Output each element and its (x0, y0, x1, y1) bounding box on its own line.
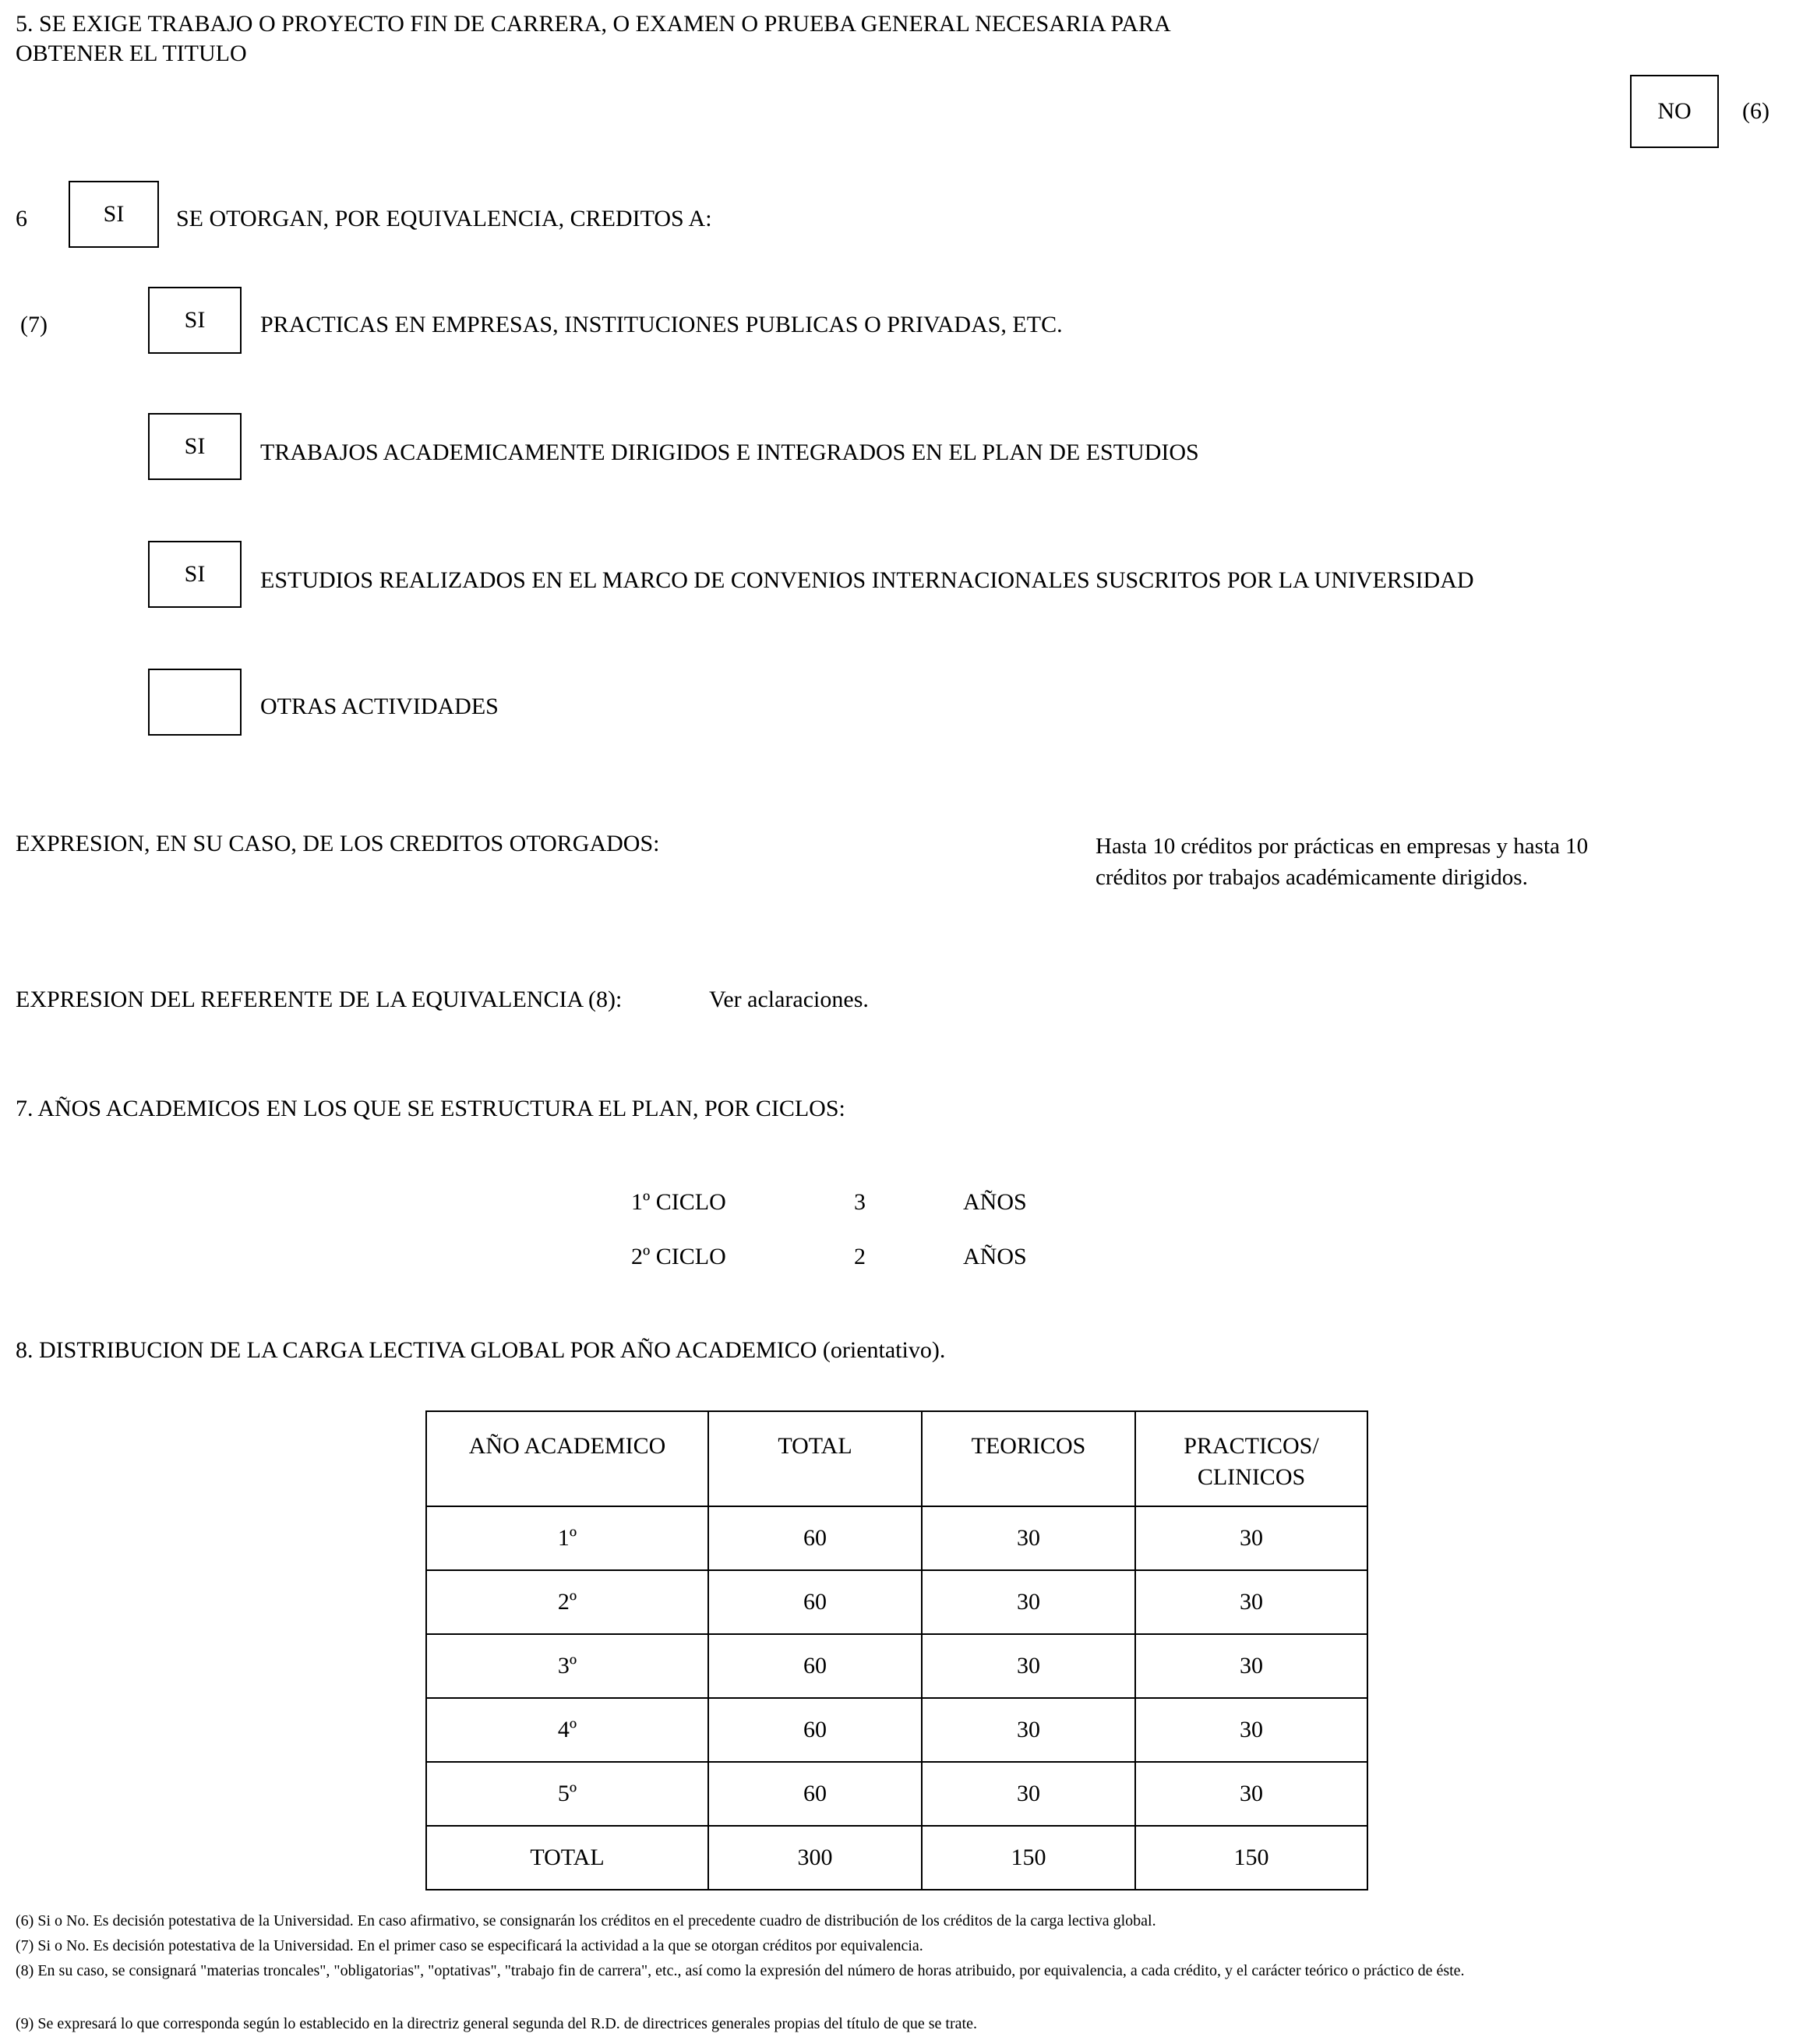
table-header-row (426, 1411, 1367, 1506)
referente-label: EXPRESION DEL REFERENTE DE LA EQUIVALENCIA (8): (16, 987, 623, 1012)
table-row (426, 1570, 1367, 1634)
section5-line1: 5. SE EXIGE TRABAJO O PROYECTO FIN DE CARRERA, O EXAMEN O PRUEBA GENERAL NECESARIA PARA (16, 11, 1171, 37)
table-row (426, 1506, 1367, 1570)
cell-total: 60 (708, 1698, 922, 1762)
cell-year: TOTAL (426, 1826, 708, 1890)
item-label-estudios: ESTUDIOS REALIZADOS EN EL MARCO DE CONVENIOS INTERNACIONALES SUSCRITOS POR LA UNIVERSIDAD (260, 567, 1474, 593)
cell-total: 60 (708, 1506, 922, 1570)
item-box-estudios: SI (148, 541, 242, 608)
table-total-row (426, 1826, 1367, 1890)
cell-year: 4º (426, 1698, 708, 1762)
table-row (426, 1698, 1367, 1762)
cycle1-name: 1º CICLO (631, 1189, 726, 1215)
header-total: TOTAL (708, 1411, 922, 1506)
carga-lectiva-table (425, 1410, 1368, 1890)
footnote-9: (9) Se expresará lo que corresponda según lo establecido en la directriz general segunda del R.D. de directrices generales propias del título de que se trate. (16, 2015, 977, 2032)
cell-year: 3º (426, 1634, 708, 1698)
cell-year: 1º (426, 1506, 708, 1570)
footnote-7: (7) Si o No. Es decisión potestativa de la Universidad. En el primer caso se especificará la actividad a la que se otorgan créditos por equivalencia. (16, 1937, 923, 1954)
table-row (426, 1762, 1367, 1826)
cell-total: 60 (708, 1634, 922, 1698)
section6-note: (7) (20, 312, 48, 337)
cell-practicos: 30 (1135, 1570, 1367, 1634)
cell-total: 60 (708, 1762, 922, 1826)
item-box-trabajos: SI (148, 413, 242, 480)
cycle2-unit: AÑOS (963, 1244, 1027, 1269)
referente-value: Ver aclaraciones. (709, 987, 869, 1012)
section7-title: 7. AÑOS ACADEMICOS EN LOS QUE SE ESTRUCTURA EL PLAN, POR CICLOS: (16, 1096, 845, 1121)
cell-teoricos: 30 (922, 1762, 1135, 1826)
cycle2-name: 2º CICLO (631, 1244, 726, 1269)
cell-year: 5º (426, 1762, 708, 1826)
item-box-practicas: SI (148, 287, 242, 354)
cell-teoricos: 150 (922, 1826, 1135, 1890)
credits-label: EXPRESION, EN SU CASO, DE LOS CREDITOS OTORGADOS: (16, 831, 660, 856)
footnote-8: (8) En su caso, se consignará "materias troncales", "obligatorias", "optativas", "trabajo fin de carrera", etc., así como la expresión del número de horas atribuido, por equivalencia, a cada crédito, y el carácter teórico o práctico de éste. (16, 1962, 1465, 1979)
cycle2-years: 2 (854, 1244, 866, 1269)
section5-answer-box: NO (1630, 75, 1719, 148)
cell-teoricos: 30 (922, 1506, 1135, 1570)
cycle1-years: 3 (854, 1189, 866, 1215)
cell-year: 2º (426, 1570, 708, 1634)
cell-teoricos: 30 (922, 1634, 1135, 1698)
header-practicos: PRACTICOS/ CLINICOS (1135, 1411, 1367, 1506)
cell-teoricos: 30 (922, 1698, 1135, 1762)
header-teoricos: TEORICOS (922, 1411, 1135, 1506)
cycle1-unit: AÑOS (963, 1189, 1027, 1215)
header-ano: AÑO ACADEMICO (426, 1411, 708, 1506)
section6-number: 6 (16, 206, 27, 231)
cell-practicos: 30 (1135, 1762, 1367, 1826)
table-row (426, 1634, 1367, 1698)
item-label-trabajos: TRABAJOS ACADEMICAMENTE DIRIGIDOS E INTEGRADOS EN EL PLAN DE ESTUDIOS (260, 440, 1199, 465)
section6-answer-box: SI (69, 181, 159, 248)
cell-total: 60 (708, 1570, 922, 1634)
section6-title: SE OTORGAN, POR EQUIVALENCIA, CREDITOS A: (176, 206, 712, 231)
section5-note: (6) (1742, 98, 1769, 124)
footnote-6: (6) Si o No. Es decisión potestativa de la Universidad. En caso afirmativo, se consignarán los créditos en el precedente cuadro de distribución de los créditos de la carga lectiva global. (16, 1912, 1156, 1929)
cell-practicos: 30 (1135, 1698, 1367, 1762)
credits-value: Hasta 10 créditos por prácticas en empresas y hasta 10 créditos por trabajos académicamente dirigidos. (1096, 834, 1589, 890)
cell-practicos: 30 (1135, 1506, 1367, 1570)
item-label-practicas: PRACTICAS EN EMPRESAS, INSTITUCIONES PUBLICAS O PRIVADAS, ETC. (260, 312, 1063, 337)
section5-line2: OBTENER EL TITULO (16, 41, 247, 66)
item-box-otras (148, 669, 242, 736)
section8-title: 8. DISTRIBUCION DE LA CARGA LECTIVA GLOBAL POR AÑO ACADEMICO (orientativo). (16, 1337, 946, 1363)
cell-practicos: 30 (1135, 1634, 1367, 1698)
item-label-otras: OTRAS ACTIVIDADES (260, 694, 499, 719)
cell-total: 300 (708, 1826, 922, 1890)
cell-teoricos: 30 (922, 1570, 1135, 1634)
cell-practicos: 150 (1135, 1826, 1367, 1890)
